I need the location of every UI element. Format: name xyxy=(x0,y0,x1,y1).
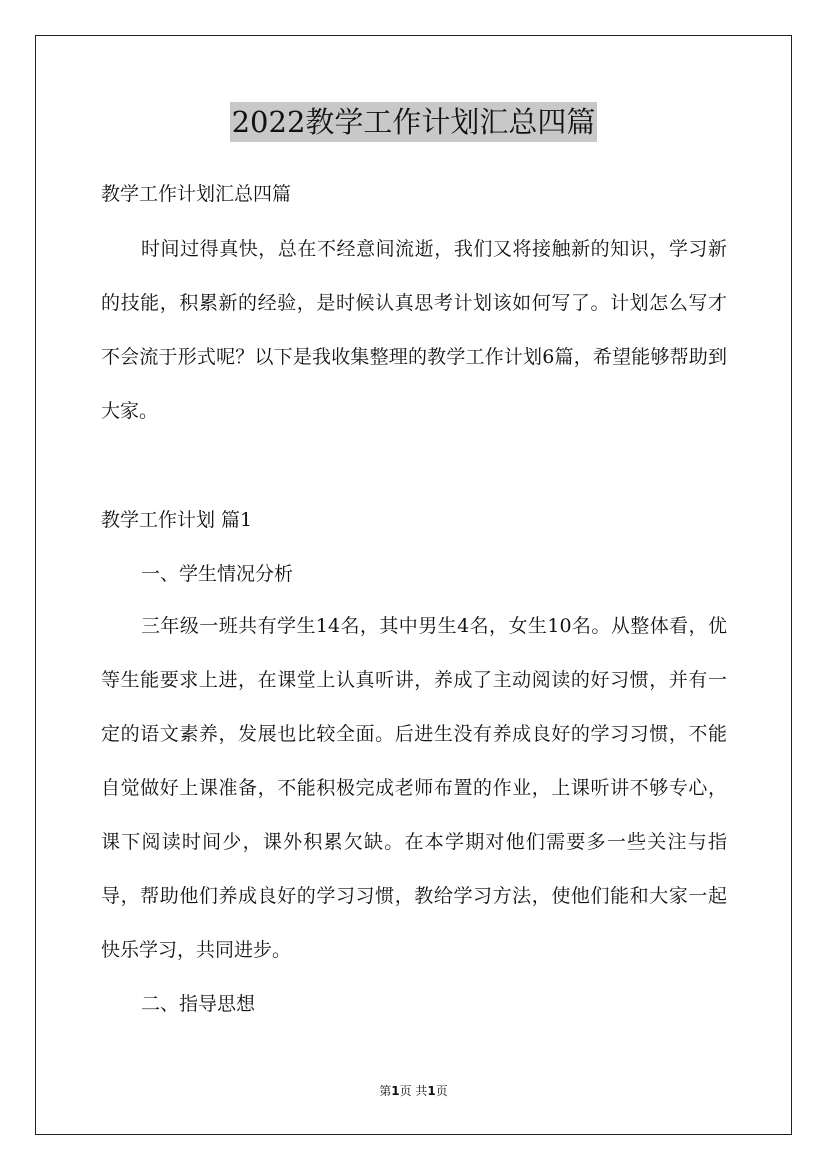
heading-student-analysis: 一、学生情况分析 xyxy=(141,563,294,585)
footer-page-prefix: 第 xyxy=(379,1084,392,1098)
document-title: 2022教学工作计划汇总四篇 xyxy=(230,102,598,142)
footer-page-suffix: 页 xyxy=(435,1084,448,1098)
footer-page-total: 1 xyxy=(427,1084,436,1098)
page-footer xyxy=(0,1083,827,1099)
footer-page-mid: 页 共 xyxy=(399,1084,428,1098)
title-container xyxy=(0,102,827,142)
footer-page-number: 1 xyxy=(391,1084,400,1098)
document-subtitle: 教学工作计划汇总四篇 xyxy=(101,183,292,205)
section-title: 教学工作计划 篇1 xyxy=(101,509,253,531)
student-analysis-paragraph: 三年级一班共有学生14名，其中男生4名，女生10名。从整体看，优等生能要求上进，在课堂上认真听讲，养成了主动阅读的好习惯，并有一定的语文素养，发展也比较全面。后进生没有养成良好的学习习惯，不能自觉做好上课准备，不能积极完成老师布置的作业，上课听讲不够专心，课下阅读时间少，课外积累欠缺。在本学期对他们需要多一些关注与指导，帮助他们养成良好的学习习惯，教给学习方法，使他们能和大家一起快乐学习，共同进步。 xyxy=(101,615,727,961)
heading-guiding-ideas: 二、指导思想 xyxy=(141,993,256,1015)
intro-paragraph: 时间过得真快，总在不经意间流逝，我们又将接触新的知识，学习新的技能，积累新的经验，是时候认真思考计划该如何写了。计划怎么写才不会流于形式呢？以下是我收集整理的教学工作计划6篇，希望能够帮助到大家。 xyxy=(101,238,727,422)
